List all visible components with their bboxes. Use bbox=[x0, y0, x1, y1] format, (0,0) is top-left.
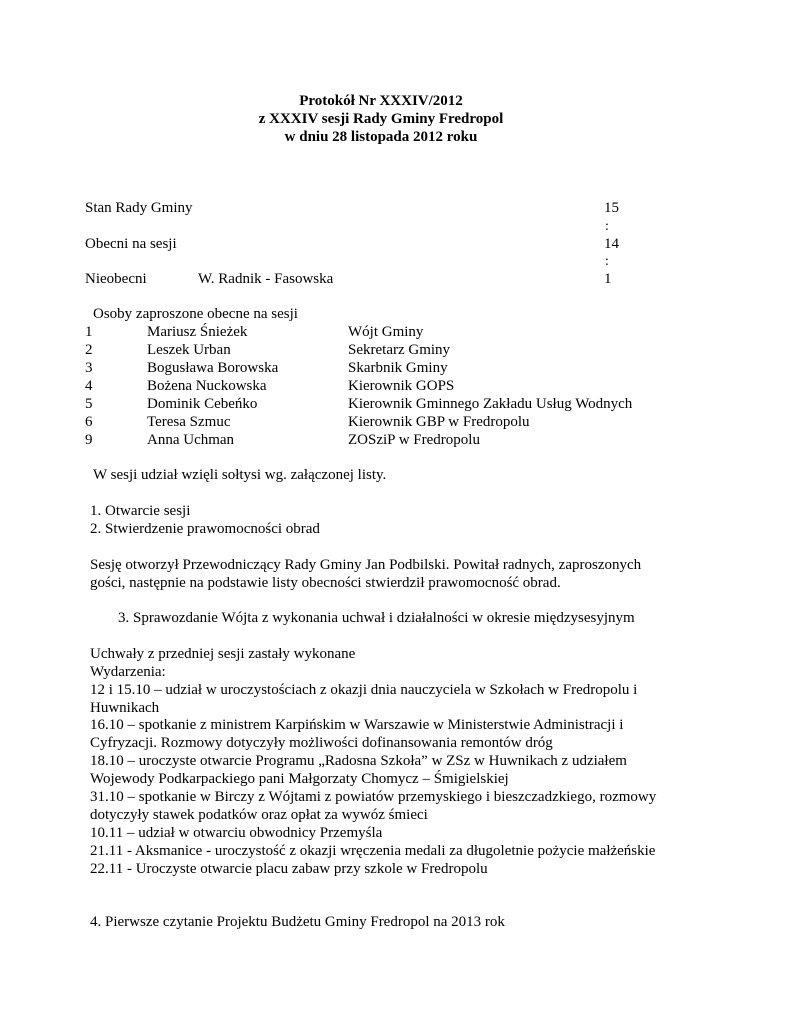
event-line: 31.10 – spotkanie w Birczy z Wójtami z powiatów przemyskiego i bieszczadzkiego, rozmowy bbox=[90, 789, 657, 805]
guest-name: Mariusz Śnieżek bbox=[147, 324, 248, 340]
agenda-item-2: 2. Stwierdzenie prawomocności obrad bbox=[90, 521, 320, 537]
event-line: 18.10 – uroczyste otwarcie Programu „Radosna Szkoła” w ZSz w Huwnikach z udziałem bbox=[90, 753, 627, 769]
guest-role: Kierownik GBP w Fredropolu bbox=[348, 414, 530, 430]
guest-row bbox=[85, 323, 725, 341]
guest-number: 5 bbox=[85, 396, 93, 412]
event-line: Cyfryzacji. Rozmowy dotyczyły możliwości dofinansowania remontów dróg bbox=[90, 735, 553, 751]
guest-number: 1 bbox=[85, 324, 93, 340]
absent-value: 1 bbox=[604, 271, 612, 287]
council-size-value: 15 bbox=[604, 200, 619, 216]
event-line: dotyczyły stawek podatków oraz opłat za wywóz śmieci bbox=[90, 807, 428, 823]
guest-role: Wójt Gminy bbox=[348, 324, 424, 340]
guest-name: Dominik Cebeńko bbox=[147, 396, 258, 412]
guests-heading: Osoby zaproszone obecne na sesji bbox=[93, 306, 298, 322]
agenda-item-3: 3. Sprawozdanie Wójta z wykonania uchwał i działalności w okresie międzysesyjnym bbox=[118, 610, 635, 626]
protocol-title: Protokół Nr XXXIV/2012 bbox=[299, 93, 463, 109]
guest-role: Skarbnik Gminy bbox=[348, 360, 448, 376]
event-line: 12 i 15.10 – udział w uroczystościach z okazji dnia nauczyciela w Szkołach w Fredropolu i bbox=[90, 682, 638, 698]
guest-row bbox=[85, 413, 725, 431]
absent-name: W. Radnik - Fasowska bbox=[198, 271, 334, 287]
guest-name: Bożena Nuckowska bbox=[147, 378, 267, 394]
soltysi-note: W sesji udział wzięli sołtysi wg. załączonej listy. bbox=[93, 467, 387, 483]
guest-row bbox=[85, 377, 725, 395]
guest-row bbox=[85, 431, 725, 449]
guest-row bbox=[85, 341, 725, 359]
session-subtitle: z XXXIV sesji Rady Gminy Fredropol bbox=[258, 111, 504, 127]
session-date: w dniu 28 listopada 2012 roku bbox=[284, 129, 478, 145]
present-label: Obecni na sesji bbox=[85, 236, 177, 252]
guest-role: Kierownik Gminnego Zakładu Usług Wodnych bbox=[348, 396, 633, 412]
colon-mark: : bbox=[605, 254, 609, 269]
guest-number: 3 bbox=[85, 360, 93, 376]
guest-role: Sekretarz Gminy bbox=[348, 342, 451, 358]
guest-role: Kierownik GOPS bbox=[348, 378, 455, 394]
council-size-label: Stan Rady Gminy bbox=[85, 200, 193, 216]
guest-name: Anna Uchman bbox=[147, 432, 235, 448]
event-line: 21.11 - Aksmanice - uroczystość z okazji wręczenia medali za długoletnie pożycie małżeńskie bbox=[90, 843, 656, 859]
absent-label: Nieobecni bbox=[85, 271, 147, 287]
guest-row bbox=[85, 359, 725, 377]
event-line: Huwnikach bbox=[90, 700, 160, 716]
event-line: 10.11 – udział w otwarciu obwodnicy Przemyśla bbox=[90, 825, 383, 841]
event-line: 22.11 - Uroczyste otwarcie placu zabaw przy szkole w Fredropolu bbox=[90, 861, 488, 877]
guest-row bbox=[85, 395, 725, 413]
resolutions-note: Uchwały z przedniej sesji zastały wykonane bbox=[90, 646, 356, 662]
events-heading: Wydarzenia: bbox=[90, 664, 166, 680]
guest-name: Bogusława Borowska bbox=[147, 360, 279, 376]
event-line: 16.10 – spotkanie z ministrem Karpińskim w Warszawie w Ministerstwie Administracji i bbox=[90, 717, 624, 733]
guest-number: 9 bbox=[85, 432, 93, 448]
guest-name: Leszek Urban bbox=[147, 342, 231, 358]
opening-paragraph-line: Sesję otworzył Przewodniczący Rady Gminy Jan Podbilski. Powitał radnych, zaproszonych bbox=[90, 557, 642, 573]
opening-paragraph-line: gości, następnie na podstawie listy obecności stwierdził prawomocność obrad. bbox=[90, 575, 561, 591]
agenda-item-4: 4. Pierwsze czytanie Projektu Budżetu Gminy Fredropol na 2013 rok bbox=[90, 914, 505, 930]
colon-mark: : bbox=[605, 219, 609, 234]
guest-number: 4 bbox=[85, 378, 93, 394]
guest-number: 6 bbox=[85, 414, 93, 430]
event-line: Wojewody Podkarpackiego pani Małgorzaty Chomycz – Śmigielskiej bbox=[90, 771, 509, 787]
guest-number: 2 bbox=[85, 342, 93, 358]
guest-role: ZOSziP w Fredropolu bbox=[348, 432, 480, 448]
guest-name: Teresa Szmuc bbox=[147, 414, 231, 430]
agenda-item-1: 1. Otwarcie sesji bbox=[90, 503, 191, 519]
present-value: 14 bbox=[604, 236, 619, 252]
